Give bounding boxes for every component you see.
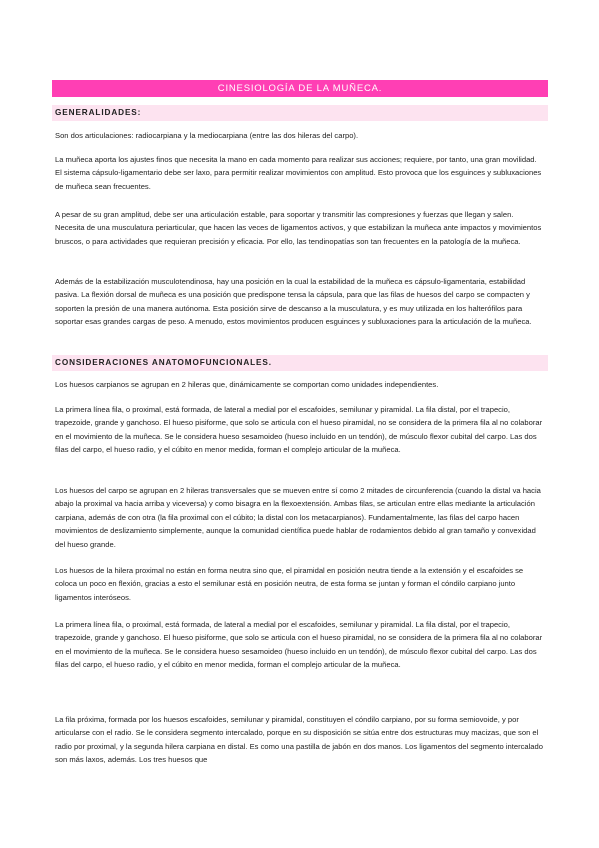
paragraph: Los huesos carpianos se agrupan en 2 hileras que, dinámicamente se comportan como unidades independientes. bbox=[55, 380, 439, 389]
section-heading-consideraciones: CONSIDERACIONES ANATOMOFUNCIONALES. bbox=[52, 355, 548, 371]
paragraph: Los huesos de la hilera proximal no están en forma neutra sino que, el piramidal en posición neutra tiende a la extensión y el escafoides se coloca un poco en flexión, gracias a esto el semilunar está en posición neutra, de esta forma se juntan y forman el cóndilo carpiano junto ligamentos interóseos. bbox=[55, 566, 524, 602]
paragraph: A pesar de su gran amplitud, debe ser una articulación estable, para soportar y transmitir las compresiones y fuerzas que llegan y salen. Necesita de una musculatura periarticular, que hacen las veces de ligamentos activos, y que estabilizan la muñeca ante impactos y movimientos bruscos, o para actividades que requieran precisión y eficacia. Por ello, las tendinopatías son tan frecuentes en la patología de la muñeca. bbox=[55, 210, 542, 246]
paragraph: La fila próxima, formada por los huesos escafoides, semilunar y piramidal, constituyen el cóndilo carpiano, por su forma semiovoide, y por articularse con el radio. Se le considera segmento intercalado, porque en su disposición se sitúa entre dos estructuras muy macizas, que son el radio por proximal, y la segunda hilera carpiana en distal. Es como una pastilla de jabón en dos manos. Los ligamentos del segmento intercalado son más laxos, además. Los tres huesos que bbox=[55, 715, 543, 765]
paragraph: Además de la estabilización musculotendinosa, hay una posición en la cual la estabilidad de la muñeca es cápsulo-ligamentaria, estabilidad pasiva. La flexión dorsal de muñeca es una posición que predispone tensa la cápsula, para que las filas de huesos del carpo se compacten y soporten la presión de una manera autónoma. Esta posición sirve de descanso a la musculatura, y es muy utilizada en los halterófilos para soportar esas grandes cargas de peso. A menudo, estos movimientos producen esguinces y subluxaciones para la articulación de la muñeca. bbox=[55, 277, 532, 327]
paragraph: Los huesos del carpo se agrupan en 2 hileras transversales que se mueven entre sí como 2 mitades de circunferencia (cuando la distal va hacia abajo la proximal va hacia arriba y viceversa) y como bisagra en la flexoextensión. Ambas filas, se articulan entre ellas mediante la articulación carpiana, además de con otra (la fila proximal con el cúbito; la distal con los metacarpianos). Fundamentalmente, las filas del carpo hacen movimientos de deslizamiento simplemente, aunque la comunidad científica puede hablar de rodamientos debido al gran tamaño y convexidad del hueso grande. bbox=[55, 486, 541, 549]
paragraph: La primera línea fila, o proximal, está formada, de lateral a medial por el escafoides, semilunar y piramidal. La fila distal, por el trapecio, trapezoide, grande y ganchoso. El hueso pisiforme, que solo se articula con el hueso piramidal, no se considera de la primera fila al no colaborar en el movimiento de la muñeca. Se le considera hueso sesamoideo (hueso incluido en un tendón), de músculo flexor cubital del carpo. Las dos filas del carpo, el hueso radio, y el cúbito en menor medida, forman el complejo articular de la muñeca. bbox=[55, 405, 543, 455]
section-heading-generalidades: GENERALIDADES: bbox=[52, 105, 548, 121]
paragraph: La muñeca aporta los ajustes finos que necesita la mano en cada momento para realizar sus acciones; requiere, por tanto, una gran movilidad. El sistema cápsulo-ligamentario debe ser laxo, para permitir realizar movimientos con amplitud. Esto provoca que los esguinces y subluxaciones de muñeca sean frecuentes. bbox=[55, 155, 542, 191]
paragraph: La primera línea fila, o proximal, está formada, de lateral a medial por el escafoides, semilunar y piramidal. La fila distal, por el trapecio, trapezoide, grande y ganchoso. El hueso pisiforme, que solo se articula con el hueso piramidal, no se considera de la primera fila al no colaborar en el movimiento de la muñeca. Se le considera hueso sesamoideo (hueso incluido en un tendón), de músculo flexor cubital del carpo. Las dos filas del carpo, el hueso radio, y el cúbito en menor medida, forman el complejo articular de la muñeca. bbox=[55, 620, 543, 670]
paragraph: Son dos articulaciones: radiocarpiana y la mediocarpiana (entre las dos hileras del carpo). bbox=[55, 131, 359, 140]
document-title: CINESIOLOGÍA DE LA MUÑECA. bbox=[52, 80, 548, 97]
